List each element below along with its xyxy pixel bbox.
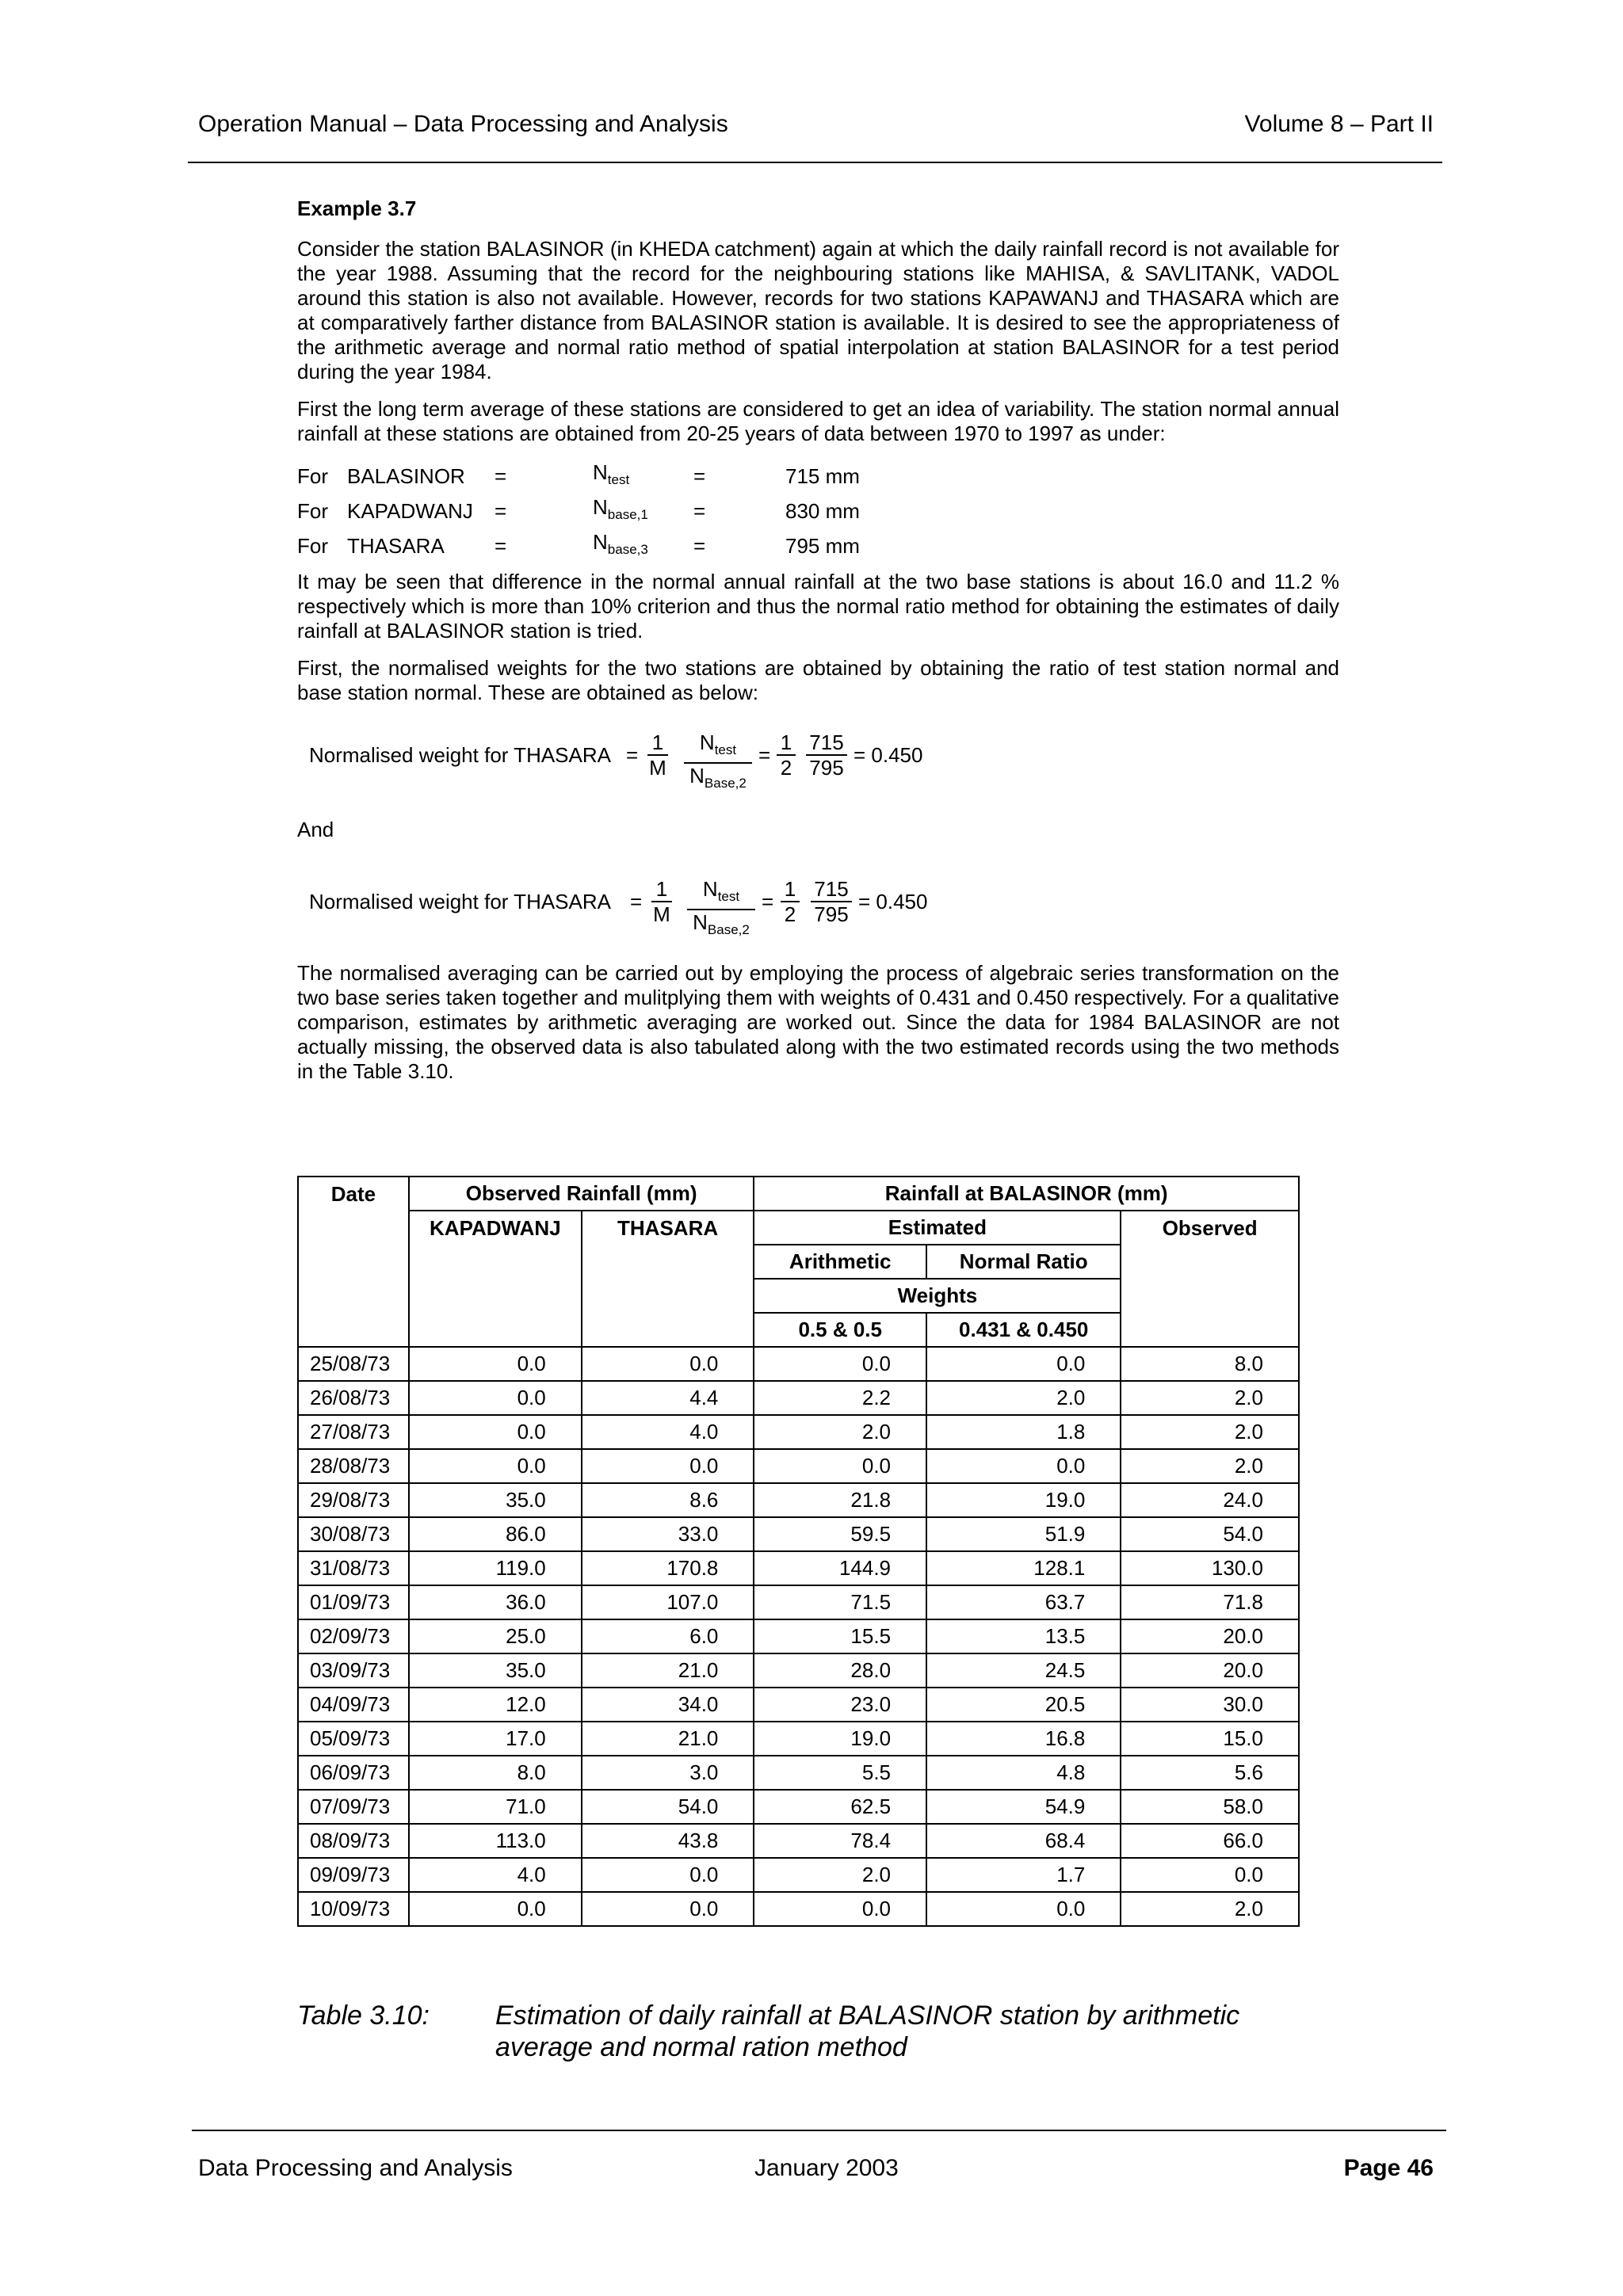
header-weights-normal-ratio: 0.431 & 0.450 [926, 1313, 1121, 1347]
rainfall-table [297, 1176, 1300, 1927]
cell-date: 02/09/73 [298, 1619, 409, 1653]
cell-normal-ratio: 1.7 [926, 1858, 1121, 1892]
cell-normal-ratio: 4.8 [926, 1756, 1121, 1790]
header-weights-arithmetic: 0.5 & 0.5 [754, 1313, 926, 1347]
cell-date: 09/09/73 [298, 1858, 409, 1892]
cell-arithmetic: 5.5 [754, 1756, 926, 1790]
formula-label: Normalised weight for THASARA [309, 743, 611, 767]
cell-arithmetic: 144.9 [754, 1551, 926, 1585]
cell-arithmetic: 71.5 [754, 1585, 926, 1619]
cell-observed: 66.0 [1121, 1824, 1299, 1858]
cell-date: 25/08/73 [298, 1347, 409, 1381]
fraction-one-over-m: 1 M [647, 730, 668, 780]
cell-observed: 15.0 [1121, 1722, 1299, 1756]
cell-thasara: 4.0 [582, 1415, 754, 1449]
cell-observed: 2.0 [1121, 1415, 1299, 1449]
table-row [298, 1619, 1299, 1653]
table-row [298, 1688, 1299, 1722]
cell-arithmetic: 2.0 [754, 1858, 926, 1892]
cell-thasara: 3.0 [582, 1756, 754, 1790]
cell-thasara: 4.4 [582, 1381, 754, 1415]
formula-thasara-weight-1 [297, 718, 1339, 797]
table-row [298, 1824, 1299, 1858]
header-thasara: THASARA [582, 1211, 754, 1347]
fraction-one-over-m: 1 M [651, 877, 672, 926]
formula-result: = 0.450 [854, 743, 923, 767]
cell-observed: 130.0 [1121, 1551, 1299, 1585]
header-title: Operation Manual – Data Processing and Analysis [198, 111, 728, 137]
paragraph-weights-intro: First, the normalised weights for the two stations are obtained by obtaining the ratio of test station normal and base station normal. These are obtained as below: [297, 656, 1339, 704]
table-row [298, 1415, 1299, 1449]
cell-normal-ratio: 0.0 [926, 1347, 1121, 1381]
normal-equals: = [693, 463, 706, 488]
cell-arithmetic: 23.0 [754, 1688, 926, 1722]
cell-date: 10/09/73 [298, 1892, 409, 1926]
cell-thasara: 21.0 [582, 1653, 754, 1688]
cell-observed: 2.0 [1121, 1381, 1299, 1415]
normal-for: For [297, 498, 328, 523]
cell-date: 26/08/73 [298, 1381, 409, 1415]
cell-thasara: 21.0 [582, 1722, 754, 1756]
cell-date: 05/09/73 [298, 1722, 409, 1756]
table-row [298, 1756, 1299, 1790]
cell-thasara: 107.0 [582, 1585, 754, 1619]
header-weights: Weights [754, 1279, 1121, 1313]
cell-observed: 54.0 [1121, 1517, 1299, 1551]
table-row [298, 1585, 1299, 1619]
table-body [298, 1347, 1299, 1926]
cell-observed: 8.0 [1121, 1347, 1299, 1381]
fraction-715-over-795: 715 795 [806, 730, 847, 780]
normals-list [297, 459, 1339, 563]
cell-kapadwanj: 0.0 [409, 1892, 582, 1926]
header-observed: Observed [1121, 1211, 1299, 1347]
cell-normal-ratio: 2.0 [926, 1381, 1121, 1415]
cell-kapadwanj: 25.0 [409, 1619, 582, 1653]
cell-arithmetic: 62.5 [754, 1790, 926, 1824]
cell-observed: 71.8 [1121, 1585, 1299, 1619]
formula-result: = 0.450 [858, 890, 928, 913]
cell-kapadwanj: 8.0 [409, 1756, 582, 1790]
normal-station: THASARA [347, 533, 445, 558]
cell-observed: 20.0 [1121, 1619, 1299, 1653]
header-volume: Volume 8 – Part II [1244, 111, 1434, 137]
cell-thasara: 0.0 [582, 1892, 754, 1926]
normal-equals: = [495, 498, 507, 523]
cell-normal-ratio: 68.4 [926, 1824, 1121, 1858]
cell-date: 07/09/73 [298, 1790, 409, 1824]
cell-date: 29/08/73 [298, 1483, 409, 1517]
cell-normal-ratio: 54.9 [926, 1790, 1121, 1824]
paragraph-normals-intro: First the long term average of these stations are considered to get an idea of variability. The station normal annual rainfall at these stations are obtained from 20-25 years of data between 1970 to 1997 as under: [297, 397, 1339, 445]
normal-symbol: $N_{base,3}$ [593, 530, 648, 557]
caption-label: Table 3.10: [297, 2000, 430, 2031]
cell-thasara: 0.0 [582, 1858, 754, 1892]
footer-title: Data Processing and Analysis [198, 2155, 513, 2181]
cell-date: 03/09/73 [298, 1653, 409, 1688]
cell-kapadwanj: 12.0 [409, 1688, 582, 1722]
table-row [298, 1858, 1299, 1892]
cell-normal-ratio: 0.0 [926, 1892, 1121, 1926]
cell-thasara: 0.0 [582, 1449, 754, 1483]
fraction-715-over-795: 715 795 [811, 877, 852, 926]
cell-kapadwanj: 119.0 [409, 1551, 582, 1585]
normal-row-thasara [297, 528, 1339, 563]
table-row [298, 1722, 1299, 1756]
normal-equals: = [495, 533, 507, 558]
cell-arithmetic: 15.5 [754, 1619, 926, 1653]
cell-arithmetic: 19.0 [754, 1722, 926, 1756]
header-estimated: Estimated [754, 1211, 1121, 1245]
cell-kapadwanj: 86.0 [409, 1517, 582, 1551]
cell-observed: 58.0 [1121, 1790, 1299, 1824]
header-observed-rainfall: Observed Rainfall (mm) [409, 1177, 754, 1211]
paragraph-intro: Consider the station BALASINOR (in KHEDA catchment) again at which the daily rainfall record is not available for the year 1988. Assuming that the record for the neighbouring stations like MAHISA, & SAVLITANK, VADOL around this station is also not available. However, records for two stations KAPAWANJ and THASARA which are at comparatively farther distance from BALASINOR station is available. It is desired to see the appropriateness of the arithmetic average and normal ratio method of spatial interpolation at station BALASINOR for a test period during the year 1984. [297, 237, 1339, 383]
fraction-ntest-over-nbase: $N_{test}$ $N_{Base,2}$ [687, 877, 755, 942]
table-row [298, 1483, 1299, 1517]
header-normal-ratio: Normal Ratio [926, 1245, 1121, 1279]
cell-kapadwanj: 113.0 [409, 1824, 582, 1858]
cell-observed: 0.0 [1121, 1858, 1299, 1892]
cell-normal-ratio: 0.0 [926, 1449, 1121, 1483]
table-row [298, 1892, 1299, 1926]
cell-normal-ratio: 51.9 [926, 1517, 1121, 1551]
normal-for: For [297, 533, 328, 558]
cell-date: 31/08/73 [298, 1551, 409, 1585]
cell-arithmetic: 21.8 [754, 1483, 926, 1517]
cell-kapadwanj: 71.0 [409, 1790, 582, 1824]
cell-arithmetic: 78.4 [754, 1824, 926, 1858]
cell-thasara: 6.0 [582, 1619, 754, 1653]
table-row [298, 1551, 1299, 1585]
cell-normal-ratio: 24.5 [926, 1653, 1121, 1688]
formula-label: Normalised weight for THASARA [309, 890, 611, 913]
header-rainfall-balasinor: Rainfall at BALASINOR (mm) [754, 1177, 1299, 1211]
cell-kapadwanj: 4.0 [409, 1858, 582, 1892]
cell-kapadwanj: 0.0 [409, 1415, 582, 1449]
cell-date: 27/08/73 [298, 1415, 409, 1449]
header-date: Date [298, 1177, 409, 1347]
cell-date: 30/08/73 [298, 1517, 409, 1551]
fraction-ntest-over-nbase: $N_{test}$ $N_{Base,2}$ [684, 730, 752, 795]
cell-normal-ratio: 19.0 [926, 1483, 1121, 1517]
header-arithmetic: Arithmetic [754, 1245, 926, 1279]
normal-row-kapadwanj [297, 494, 1339, 528]
cell-date: 28/08/73 [298, 1449, 409, 1483]
table-row [298, 1517, 1299, 1551]
normal-equals: = [693, 498, 706, 523]
cell-thasara: 43.8 [582, 1824, 754, 1858]
cell-kapadwanj: 36.0 [409, 1585, 582, 1619]
cell-thasara: 34.0 [582, 1688, 754, 1722]
cell-arithmetic: 0.0 [754, 1347, 926, 1381]
table-row [298, 1347, 1299, 1381]
cell-normal-ratio: 63.7 [926, 1585, 1121, 1619]
normal-for: For [297, 463, 328, 488]
cell-kapadwanj: 35.0 [409, 1653, 582, 1688]
cell-thasara: 54.0 [582, 1790, 754, 1824]
cell-observed: 5.6 [1121, 1756, 1299, 1790]
footer-page-number: Page 46 [1343, 2155, 1434, 2181]
cell-kapadwanj: 0.0 [409, 1449, 582, 1483]
cell-observed: 24.0 [1121, 1483, 1299, 1517]
cell-normal-ratio: 128.1 [926, 1551, 1121, 1585]
normal-value: 830 mm [785, 498, 860, 523]
cell-observed: 2.0 [1121, 1449, 1299, 1483]
formula-equals: = [762, 890, 774, 913]
cell-kapadwanj: 0.0 [409, 1347, 582, 1381]
table-row [298, 1381, 1299, 1415]
table-row [298, 1653, 1299, 1688]
cell-normal-ratio: 20.5 [926, 1688, 1121, 1722]
fraction-one-half: 1 2 [781, 877, 800, 926]
footer-rule [192, 2130, 1446, 2131]
cell-arithmetic: 2.2 [754, 1381, 926, 1415]
cell-date: 04/09/73 [298, 1688, 409, 1722]
cell-arithmetic: 0.0 [754, 1892, 926, 1926]
cell-observed: 2.0 [1121, 1892, 1299, 1926]
and-text: And [297, 818, 334, 841]
cell-date: 06/09/73 [298, 1756, 409, 1790]
cell-arithmetic: 59.5 [754, 1517, 926, 1551]
table-row [298, 1449, 1299, 1483]
fraction-one-half: 1 2 [777, 730, 796, 780]
footer-date: January 2003 [754, 2155, 899, 2181]
cell-thasara: 8.6 [582, 1483, 754, 1517]
normal-station: KAPADWANJ [347, 498, 473, 523]
cell-date: 08/09/73 [298, 1824, 409, 1858]
paragraph-normalised-averaging: The normalised averaging can be carried out by employing the process of algebraic series transformation on the two base series taken together and mulitplying them with weights of 0.431 and 0.450 respectively. For a qualitative comparison, estimates by arithmetic averaging are worked out. Since the data for 1984 BALASINOR are not actually missing, the observed data is also tabulated along with the two estimated records using the two methods in the Table 3.10. [297, 961, 1339, 1083]
paragraph-difference: It may be seen that difference in the normal annual rainfall at the two base stations is about 16.0 and 11.2 % respectively which is more than 10% criterion and thus the normal ratio method for obtaining the estimates of daily rainfall at BALASINOR station is tried. [297, 570, 1339, 643]
formula-thasara-weight-2 [297, 864, 1339, 944]
cell-observed: 20.0 [1121, 1653, 1299, 1688]
normal-station: BALASINOR [347, 463, 465, 488]
example-title: Example 3.7 [297, 196, 417, 220]
normal-value: 715 mm [785, 463, 860, 488]
formula-equals: = [630, 890, 643, 913]
cell-normal-ratio: 16.8 [926, 1722, 1121, 1756]
cell-thasara: 0.0 [582, 1347, 754, 1381]
formula-equals: = [758, 743, 771, 767]
normal-symbol: $N_{test}$ [593, 460, 630, 487]
cell-thasara: 170.8 [582, 1551, 754, 1585]
normal-symbol: $N_{base,1}$ [593, 495, 648, 522]
header-kapadwanj: KAPADWANJ [409, 1211, 582, 1347]
page-content [297, 196, 1339, 1097]
cell-arithmetic: 2.0 [754, 1415, 926, 1449]
cell-kapadwanj: 35.0 [409, 1483, 582, 1517]
normal-value: 795 mm [785, 533, 860, 558]
header-rule [188, 162, 1442, 163]
normal-row-balasinor [297, 459, 1339, 494]
cell-kapadwanj: 17.0 [409, 1722, 582, 1756]
cell-normal-ratio: 1.8 [926, 1415, 1121, 1449]
cell-observed: 30.0 [1121, 1688, 1299, 1722]
cell-kapadwanj: 0.0 [409, 1381, 582, 1415]
normal-equals: = [693, 533, 706, 558]
caption-text: Estimation of daily rainfall at BALASINOR station by arithmetic average and normal ration method [495, 2000, 1240, 2062]
cell-normal-ratio: 13.5 [926, 1619, 1121, 1653]
cell-date: 01/09/73 [298, 1585, 409, 1619]
normal-equals: = [495, 463, 507, 488]
cell-thasara: 33.0 [582, 1517, 754, 1551]
cell-arithmetic: 0.0 [754, 1449, 926, 1483]
table-row [298, 1790, 1299, 1824]
formula-equals: = [626, 743, 639, 767]
cell-arithmetic: 28.0 [754, 1653, 926, 1688]
